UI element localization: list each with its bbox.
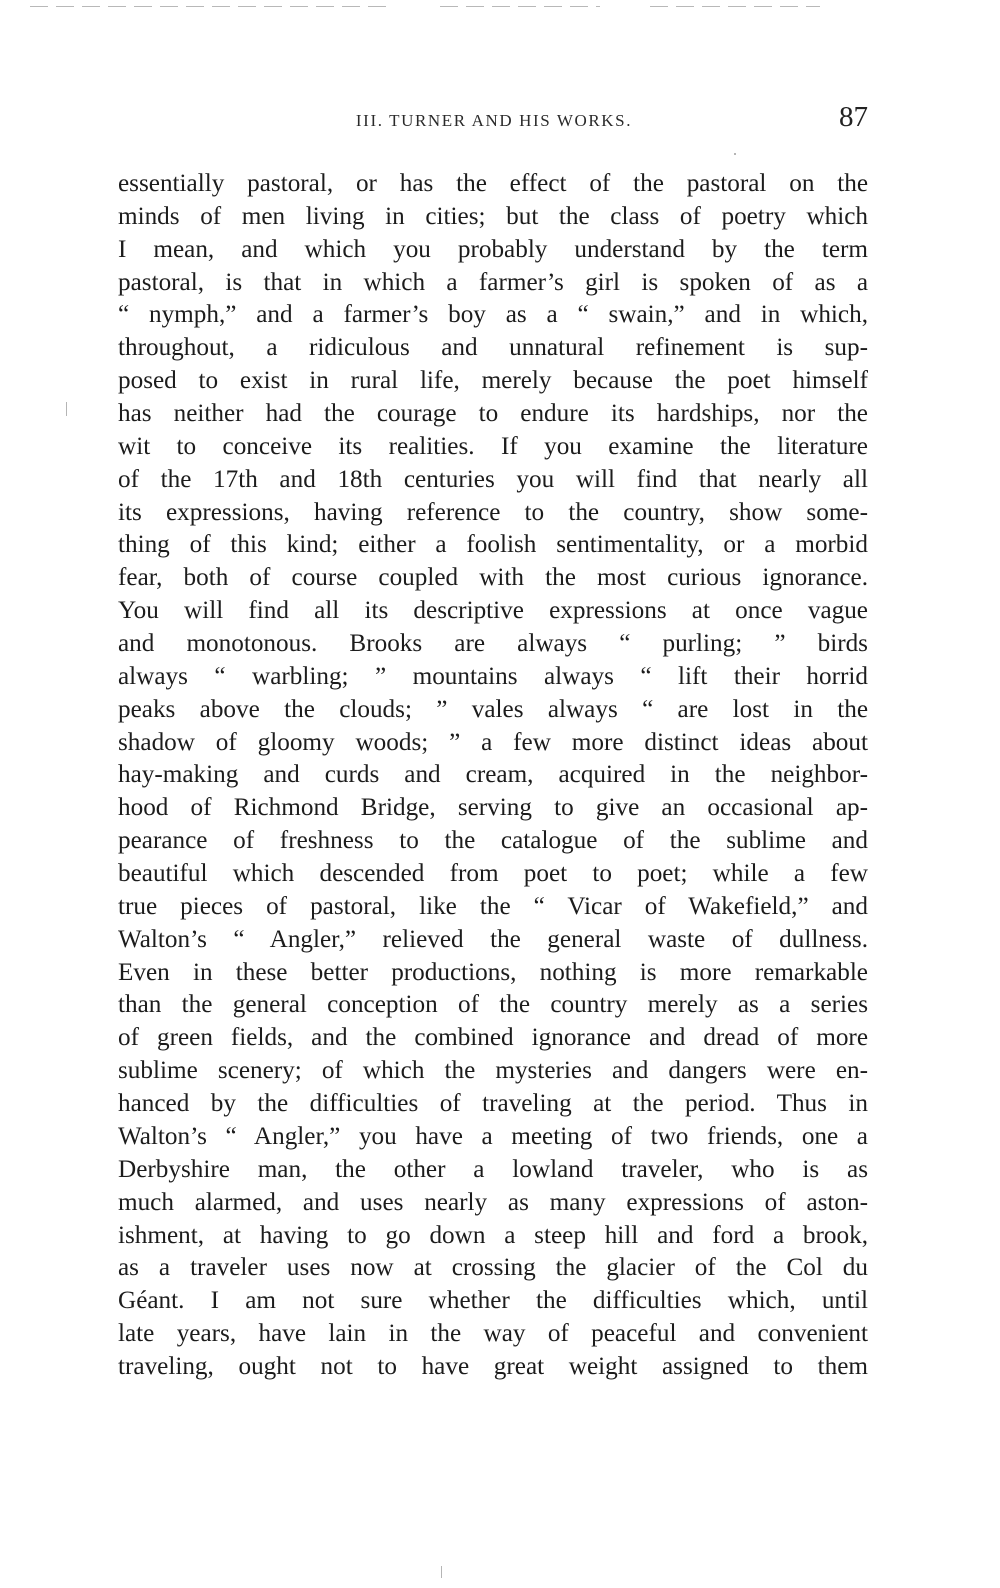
text-line: Derbyshire man, the other a lowland traveler, who is as [118,1155,868,1183]
text-line: late years, have lain in the way of peaceful and convenient [118,1320,868,1348]
text-line: than the general conception of the country merely as a series [118,991,868,1019]
page-header [118,101,870,141]
text-line: “ nymph,” and a farmer’s boy as a “ swain,” and in which, [118,301,868,329]
body-text [118,168,868,1384]
text-line: of the 17th and 18th centuries you will find that nearly all [118,465,868,493]
text-line: has neither had the courage to endure its hardships, nor the [118,400,868,428]
text-line: ishment, at having to go down a steep hill and ford a brook, [118,1221,868,1249]
text-line: thing of this kind; either a foolish sentimentality, or a morbid [118,531,868,559]
scan-artifact-line-middle [440,6,600,7]
text-line: fear, both of course coupled with the most curious ignorance. [118,564,868,592]
text-line: true pieces of pastoral, like the “ Vicar of Wakefield,” and [118,892,868,920]
text-line: as a traveler uses now at crossing the glacier of the Col du [118,1254,868,1282]
margin-tick-right [734,153,736,155]
text-line: wit to conceive its realities. If you examine the literature [118,432,868,460]
margin-tick-bottom [441,1566,442,1578]
running-head: III. TURNER AND HIS WORKS. [355,111,633,130]
text-line: Géant. I am not sure whether the difficulties which, until [118,1287,868,1315]
text-line: pearance of freshness to the catalogue of the sublime and [118,827,868,855]
text-line: beautiful which descended from poet to poet; while a few [118,860,868,888]
text-line: essentially pastoral, or has the effect of the pastoral on the [118,170,868,197]
scan-artifact-line-right [650,6,820,7]
text-line: minds of men living in cities; but the class of poetry which [118,202,868,230]
text-line: hanced by the difficulties of traveling at the period. Thus in [118,1090,868,1118]
scan-artifact-line-left [30,6,390,7]
text-line: You will find all its descriptive expressions at once vague [118,597,868,625]
text-line: Even in these better productions, nothing is more remarkable [118,958,868,986]
text-line: shadow of gloomy woods; ” a few more distinct ideas about [118,728,868,756]
text-line: pastoral, is that in which a farmer’s girl is spoken of as a [118,268,868,296]
text-line: throughout, a ridiculous and unnatural refinement is sup- [118,334,868,362]
text-line: and monotonous. Brooks are always “ purling; ” birds [118,630,868,658]
text-line: hay-making and curds and cream, acquired in the neighbor- [118,761,868,789]
text-line: hood of Richmond Bridge, serving to give an occasional ap- [118,794,868,822]
text-line: I mean, and which you probably understand by the term [118,235,868,263]
text-line: peaks above the clouds; ” vales always “ are lost in the [118,695,868,723]
text-line: traveling, ought not to have great weight assigned to them [118,1352,868,1380]
text-line: always “ warbling; ” mountains always “ lift their horrid [118,662,868,690]
text-line: much alarmed, and uses nearly as many expressions of aston- [118,1188,868,1216]
text-line: Walton’s “ Angler,” you have a meeting of two friends, one a [118,1122,868,1150]
page-number: 87 [839,101,868,133]
text-line: Walton’s “ Angler,” relieved the general waste of dullness. [118,925,868,953]
text-line: posed to exist in rural life, merely because the poet himself [118,367,868,395]
text-line: its expressions, having reference to the country, show some- [118,498,868,526]
text-line: of green fields, and the combined ignorance and dread of more [118,1024,868,1052]
margin-tick-left [66,402,67,416]
text-line: sublime scenery; of which the mysteries and dangers were en- [118,1057,868,1085]
